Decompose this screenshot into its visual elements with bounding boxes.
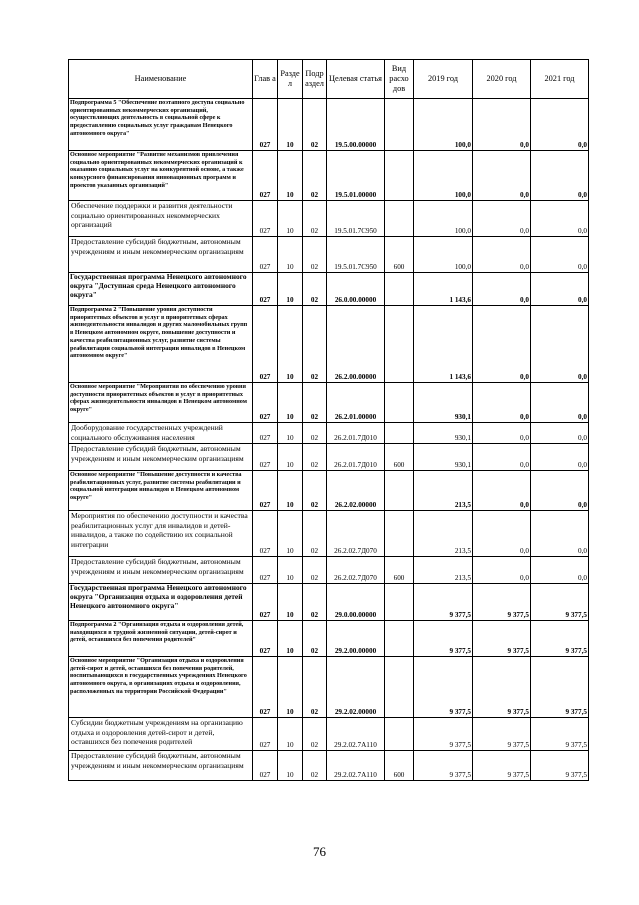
cell-statya: 29.2.00.00000 [327,621,385,657]
cell-glava: 027 [253,423,278,444]
cell-name: Предоставление субсидий бюджетным, автономным учреждениям и иным некоммерческим организациям [69,444,253,471]
cell-name: Обеспечение поддержки и развития деятельности социально ориентированных некоммерческих организаций [69,201,253,237]
cell-2021: 9 377,5 [531,621,589,657]
cell-podrazdel: 02 [303,444,327,471]
cell-name: Предоставление субсидий бюджетным, автономным учреждениям и иным некоммерческим организациям [69,237,253,273]
cell-statya: 26.2.02.00000 [327,471,385,511]
table-row [69,511,589,557]
cell-2021: 0,0 [531,99,589,151]
cell-2020: 0,0 [473,151,531,201]
cell-2021: 0,0 [531,444,589,471]
cell-2020: 0,0 [473,511,531,557]
cell-2021: 9 377,5 [531,584,589,621]
cell-name: Основное мероприятие "Развитие механизмов привлечения социально ориентированных некоммерческих организаций к оказанию социальных услуг на конкурентной основе, а также конкурсного финансирования инновационных программ и проектов указанных организаций" [69,151,253,201]
cell-2021: 0,0 [531,151,589,201]
cell-2020: 9 377,5 [473,584,531,621]
cell-name: Основное мероприятие "Мероприятия по обеспечению уровня доступности приоритетных объектов и услуг в приоритетных сферах жизнедеятельности инвалидов в Ненецком автономном округе" [69,383,253,423]
cell-razdel: 10 [278,423,303,444]
budget-sheet [68,59,589,781]
cell-2019: 9 377,5 [414,584,473,621]
cell-vid [385,99,414,151]
cell-statya: 26.0.00.00000 [327,273,385,306]
cell-glava: 027 [253,511,278,557]
cell-vid [385,306,414,383]
cell-2019: 9 377,5 [414,657,473,718]
header-row [69,60,589,99]
cell-glava: 027 [253,471,278,511]
table-row [69,657,589,718]
cell-vid [385,621,414,657]
cell-2019: 100,0 [414,237,473,273]
cell-statya: 19.5.00.00000 [327,99,385,151]
table-row [69,237,589,273]
cell-razdel: 10 [278,273,303,306]
col-header-2019: 2019 год [414,60,473,99]
budget-table [68,59,589,781]
cell-statya: 29.2.02.7А110 [327,751,385,781]
cell-podrazdel: 02 [303,557,327,584]
cell-2020: 9 377,5 [473,718,531,751]
cell-2020: 0,0 [473,557,531,584]
page-number: 76 [313,844,326,859]
cell-statya: 29.2.02.7А110 [327,718,385,751]
cell-vid [385,657,414,718]
cell-podrazdel: 02 [303,511,327,557]
cell-podrazdel: 02 [303,273,327,306]
cell-podrazdel: 02 [303,99,327,151]
table-row [69,444,589,471]
cell-2019: 930,1 [414,444,473,471]
cell-razdel: 10 [278,621,303,657]
cell-2020: 0,0 [473,423,531,444]
cell-vid [385,383,414,423]
table-row [69,718,589,751]
cell-2019: 9 377,5 [414,751,473,781]
cell-2019: 9 377,5 [414,621,473,657]
cell-name: Подпрограмма 2 "Повышение уровня доступности приоритетных объектов и услуг в приоритетных сферах жизнедеятельности инвалидов и других маломобильных групп в Ненецком автономном округе, повышение доступности и качества реабилитационных услуг, развитие системы реабилитации социальной интеграции инвалидов в Ненецком автономном округе" [69,306,253,383]
cell-glava: 027 [253,444,278,471]
cell-name: Основное мероприятие "Организация отдыха и оздоровления детей-сирот и детей, оставшихся без попечения родителей, воспитывающихся в государственных учреждениях Ненецкого автономного округа, в организациях отдыха и оздоровления, расположенных на территории Российской Федерации" [69,657,253,718]
cell-statya: 26.2.00.00000 [327,306,385,383]
col-header-2021: 2021 год [531,60,589,99]
cell-2021: 0,0 [531,511,589,557]
cell-podrazdel: 02 [303,718,327,751]
cell-2020: 0,0 [473,237,531,273]
cell-vid [385,273,414,306]
cell-statya: 26.2.01.00000 [327,383,385,423]
cell-2021: 0,0 [531,306,589,383]
cell-statya: 19.5.01.7С950 [327,237,385,273]
col-header-vid: Вид расхо дов [385,60,414,99]
col-header-razdel: Разде л [278,60,303,99]
cell-razdel: 10 [278,718,303,751]
cell-2020: 9 377,5 [473,621,531,657]
cell-2021: 9 377,5 [531,751,589,781]
table-row [69,201,589,237]
cell-glava: 027 [253,751,278,781]
cell-podrazdel: 02 [303,383,327,423]
cell-podrazdel: 02 [303,151,327,201]
cell-glava: 027 [253,621,278,657]
cell-glava: 027 [253,718,278,751]
table-row [69,273,589,306]
cell-2020: 0,0 [473,471,531,511]
cell-vid [385,151,414,201]
cell-podrazdel: 02 [303,751,327,781]
cell-2019: 930,1 [414,383,473,423]
cell-2019: 1 143,6 [414,273,473,306]
table-row [69,423,589,444]
cell-2020: 0,0 [473,383,531,423]
cell-name: Подпрограмма 2 "Организация отдыха и оздоровления детей, находящихся в трудной жизненной ситуации, детей-сирот и детей, оставшихся без попечения родителей" [69,621,253,657]
cell-vid [385,423,414,444]
cell-2020: 0,0 [473,444,531,471]
cell-razdel: 10 [278,237,303,273]
cell-name: Государственная программа Ненецкого автономного округа "Доступная среда Ненецкого автономного округа" [69,273,253,306]
cell-glava: 027 [253,657,278,718]
cell-razdel: 10 [278,444,303,471]
cell-2021: 0,0 [531,201,589,237]
cell-razdel: 10 [278,584,303,621]
cell-statya: 26.2.01.7Д010 [327,423,385,444]
cell-glava: 027 [253,557,278,584]
cell-2020: 0,0 [473,201,531,237]
table-row [69,751,589,781]
cell-2021: 0,0 [531,383,589,423]
cell-2019: 213,5 [414,511,473,557]
cell-razdel: 10 [278,201,303,237]
cell-vid: 600 [385,444,414,471]
cell-name: Мероприятия по обеспечению доступности и качества реабилитационных услуг для инвалидов и детей-инвалидов, а также по содействию их социальной интеграции [69,511,253,557]
table-row [69,151,589,201]
cell-glava: 027 [253,99,278,151]
cell-podrazdel: 02 [303,423,327,444]
col-header-glava: Глав а [253,60,278,99]
cell-vid: 600 [385,557,414,584]
cell-glava: 027 [253,584,278,621]
cell-2019: 930,1 [414,423,473,444]
cell-2020: 0,0 [473,273,531,306]
cell-podrazdel: 02 [303,471,327,511]
cell-razdel: 10 [278,657,303,718]
cell-podrazdel: 02 [303,621,327,657]
cell-podrazdel: 02 [303,306,327,383]
cell-2019: 100,0 [414,151,473,201]
col-header-2020: 2020 год [473,60,531,99]
table-row [69,584,589,621]
cell-statya: 29.0.00.00000 [327,584,385,621]
cell-statya: 26.2.02.7Д070 [327,557,385,584]
cell-2021: 0,0 [531,237,589,273]
cell-2021: 0,0 [531,471,589,511]
cell-name: Предоставление субсидий бюджетным, автономным учреждениям и иным некоммерческим организациям [69,751,253,781]
cell-razdel: 10 [278,383,303,423]
cell-statya: 19.5.01.00000 [327,151,385,201]
cell-2021: 0,0 [531,273,589,306]
cell-vid [385,471,414,511]
cell-2019: 1 143,6 [414,306,473,383]
cell-glava: 027 [253,237,278,273]
cell-glava: 027 [253,383,278,423]
table-row [69,621,589,657]
cell-2020: 9 377,5 [473,657,531,718]
cell-name: Дооборудование государственных учреждений социального обслуживания населения [69,423,253,444]
cell-2021: 9 377,5 [531,657,589,718]
cell-name: Подпрограмма 5 "Обеспечение поэтапного доступа социально ориентированных некоммерческих организаций, осуществляющих деятельность в социальной сфере к предоставлению социальных услуг гражданам Ненецкого автономного округа" [69,99,253,151]
cell-podrazdel: 02 [303,584,327,621]
cell-podrazdel: 02 [303,237,327,273]
cell-razdel: 10 [278,557,303,584]
cell-vid [385,584,414,621]
cell-glava: 027 [253,306,278,383]
cell-razdel: 10 [278,99,303,151]
cell-name: Субсидии бюджетным учреждениям на организацию отдыха и оздоровления детей-сирот и детей, оставшихся без попечения родителей [69,718,253,751]
table-row [69,306,589,383]
cell-statya: 26.2.02.7Д070 [327,511,385,557]
cell-vid: 600 [385,237,414,273]
cell-glava: 027 [253,201,278,237]
cell-name: Государственная программа Ненецкого автономного округа "Организация отдыха и оздоровления детей Ненецкого автономного округа" [69,584,253,621]
table-row [69,471,589,511]
cell-razdel: 10 [278,151,303,201]
cell-vid [385,718,414,751]
cell-2019: 9 377,5 [414,718,473,751]
cell-vid [385,201,414,237]
cell-razdel: 10 [278,511,303,557]
cell-statya: 19.5.01.7С950 [327,201,385,237]
col-header-statya: Целевая статья [327,60,385,99]
cell-statya: 29.2.02.00000 [327,657,385,718]
cell-2021: 0,0 [531,423,589,444]
cell-podrazdel: 02 [303,657,327,718]
cell-2019: 100,0 [414,201,473,237]
cell-glava: 027 [253,273,278,306]
col-header-podrazdel: Подр аздел [303,60,327,99]
cell-glava: 027 [253,151,278,201]
cell-2019: 213,5 [414,557,473,584]
cell-2021: 9 377,5 [531,718,589,751]
cell-razdel: 10 [278,306,303,383]
cell-2019: 213,5 [414,471,473,511]
cell-podrazdel: 02 [303,201,327,237]
cell-2021: 0,0 [531,557,589,584]
table-row [69,557,589,584]
col-header-name: Наименование [69,60,253,99]
cell-2020: 9 377,5 [473,751,531,781]
cell-razdel: 10 [278,751,303,781]
table-row [69,99,589,151]
cell-vid [385,511,414,557]
cell-2020: 0,0 [473,306,531,383]
table-row [69,383,589,423]
cell-razdel: 10 [278,471,303,511]
cell-statya: 26.2.01.7Д010 [327,444,385,471]
cell-2019: 100,0 [414,99,473,151]
cell-2020: 0,0 [473,99,531,151]
cell-vid: 600 [385,751,414,781]
cell-name: Основное мероприятие "Повышение доступности и качества реабилитационных услуг, развитие системы реабилитации и социальной интеграции инвалидов в Ненецком автономном округе" [69,471,253,511]
cell-name: Предоставление субсидий бюджетным, автономным учреждениям и иным некоммерческим организациям [69,557,253,584]
